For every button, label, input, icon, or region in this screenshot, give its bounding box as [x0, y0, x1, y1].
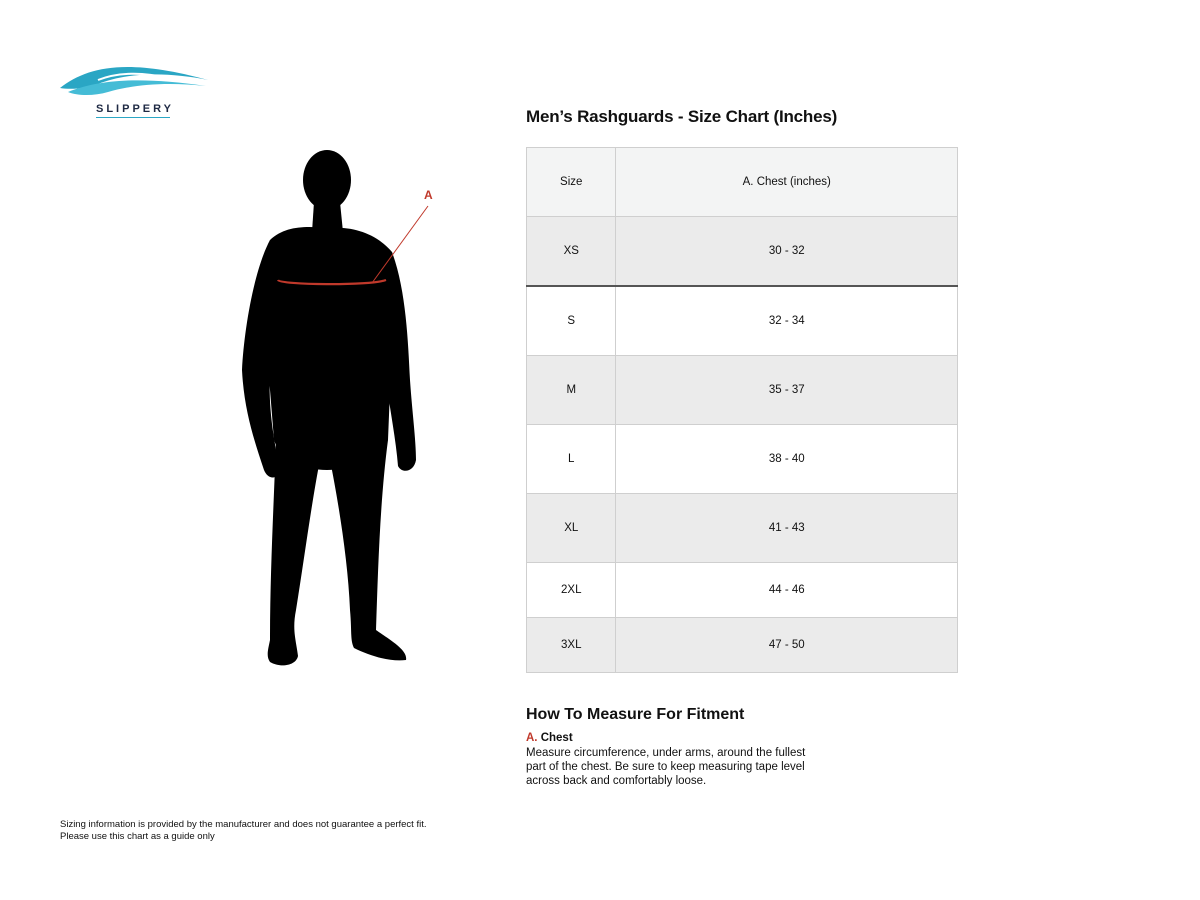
howto-item-label — [526, 732, 573, 744]
header-size: Size — [527, 148, 616, 217]
howto-item-name: Chest — [540, 732, 573, 744]
size-cell: S — [527, 286, 616, 356]
chest-cell: 30 - 32 — [616, 217, 958, 287]
table-header-row — [527, 148, 958, 217]
size-table — [526, 147, 958, 673]
size-cell: 2XL — [527, 563, 616, 618]
table-row — [527, 618, 958, 673]
howto-item-text: Measure circumference, under arms, around the fullest part of the chest. Be sure to keep measuring tape level across back and comfortably loose. — [526, 747, 806, 787]
chart-title: Men’s Rashguards - Size Chart (Inches) — [526, 107, 838, 126]
human-silhouette-icon — [230, 140, 450, 680]
brand-logo — [58, 58, 210, 122]
size-cell: XL — [527, 494, 616, 563]
table-row — [527, 217, 958, 287]
table-row — [527, 563, 958, 618]
table-row — [527, 494, 958, 563]
body-silhouette — [230, 140, 450, 680]
howto-item-letter: A. — [526, 732, 538, 744]
chest-cell: 38 - 40 — [616, 425, 958, 494]
table-row — [527, 286, 958, 356]
size-cell: M — [527, 356, 616, 425]
howto-title: How To Measure For Fitment — [526, 706, 745, 723]
brand-underline — [96, 117, 170, 118]
disclaimer-line-2: Please use this chart as a guide only — [60, 831, 215, 842]
size-cell: 3XL — [527, 618, 616, 673]
disclaimer — [60, 819, 427, 843]
disclaimer-line-1: Sizing information is provided by the manufacturer and does not guarantee a perfect fit. — [60, 819, 427, 830]
size-cell: L — [527, 425, 616, 494]
table-row — [527, 425, 958, 494]
chest-cell: 32 - 34 — [616, 286, 958, 356]
chest-cell: 35 - 37 — [616, 356, 958, 425]
chest-cell: 41 - 43 — [616, 494, 958, 563]
table-row — [527, 356, 958, 425]
header-chest: A. Chest (inches) — [616, 148, 958, 217]
chest-cell: 44 - 46 — [616, 563, 958, 618]
chest-marker-label: A — [424, 188, 433, 202]
wave-logo-icon — [58, 58, 210, 102]
size-cell: XS — [527, 217, 616, 287]
chest-cell: 47 - 50 — [616, 618, 958, 673]
brand-name: SLIPPERY — [96, 103, 174, 115]
